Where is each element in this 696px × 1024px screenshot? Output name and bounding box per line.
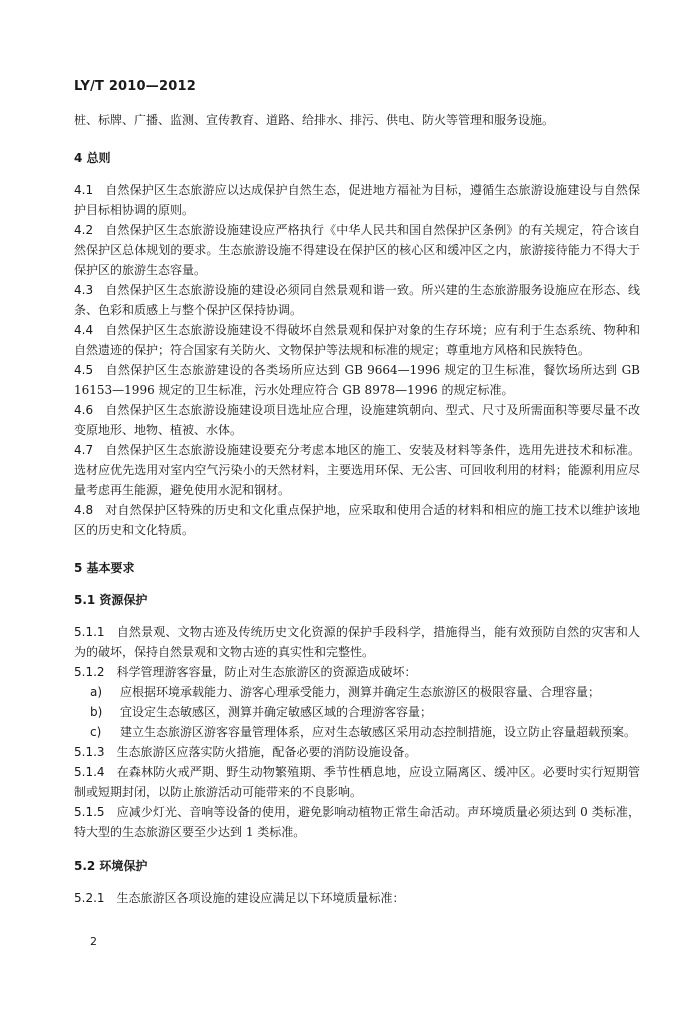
list-item-label: c) <box>90 725 102 739</box>
clause-text: 自然保护区生态旅游设施建设要充分考虑本地区的施工、安装及材料等条件，选用先进技术和标准。选材应优先选用对室内空气污染小的天然材料，主要选用环保、无公害、可回收利用的材料；能源利用应尽量考虑再生能源，避免使用水泥和钢材。 <box>74 443 640 497</box>
list-item-text: 宜设定生态敏感区，测算并确定敏感区域的合理游客容量； <box>120 705 433 719</box>
clause-4-2 <box>74 220 640 280</box>
clause-text: 生态旅游区应落实防火措施，配备必要的消防设施设备。 <box>116 745 417 759</box>
clause-4-5 <box>74 360 640 400</box>
standard-code: LY/T 2010—2012 <box>74 79 196 94</box>
document-body <box>74 110 640 908</box>
clause-4-6 <box>74 400 640 440</box>
list-item-text: 应根据环境承载能力、游客心理承受能力，测算并确定生态旅游区的极限容量、合理容量； <box>120 685 601 699</box>
clause-number: 4.2 <box>74 223 94 237</box>
list-item-c <box>74 722 640 742</box>
list-item-b <box>74 702 640 722</box>
clause-text: 自然景观、文物古迹及传统历史文化资源的保护手段科学，措施得当，能有效预防自然的灾害和人为的破坏，保持自然景观和文物古迹的真实性和完整性。 <box>74 625 640 659</box>
page-number: 2 <box>90 935 97 948</box>
clause-5-1-1 <box>74 622 640 662</box>
section-5-1-title: 5.1 资源保护 <box>74 593 148 607</box>
clause-text: 对自然保护区特殊的历史和文化重点保护地，应采取和使用合适的材料和相应的施工技术以维护该地区的历史和文化特质。 <box>74 503 640 537</box>
clause-5-1-5 <box>74 802 640 842</box>
clause-text: 自然保护区生态旅游应以达成保护自然生态，促进地方福祉为目标，遵循生态旅游设施建设与自然保护目标相协调的原则。 <box>74 183 640 217</box>
clause-4-3 <box>74 280 640 320</box>
clause-5-1-2 <box>74 662 640 682</box>
clause-number: 4.6 <box>74 403 94 417</box>
section-4-title: 4 总则 <box>74 151 111 165</box>
list-item-a <box>74 682 640 702</box>
clause-number: 4.7 <box>74 443 94 457</box>
clause-4-7 <box>74 440 640 500</box>
clause-number: 4.8 <box>74 503 94 517</box>
clause-number: 4.4 <box>74 323 94 337</box>
clause-number: 5.1.2 <box>74 665 105 679</box>
clause-number: 5.1.3 <box>74 745 105 759</box>
clause-number: 4.1 <box>74 183 94 197</box>
clause-text: 自然保护区生态旅游建设的各类场所应达到 GB 9664—1996 规定的卫生标准，餐饮场所达到 GB 16153—1996 规定的卫生标准，污水处理应符合 GB 8978—1996 的规定标准。 <box>74 363 640 397</box>
list-item-text: 建立生态旅游区游客容量管理体系，应对生态敏感区采用动态控制措施，设立防止容量超载预案。 <box>120 725 637 739</box>
intro-line: 桩、标牌、广播、监测、宣传教育、道路、给排水、排污、供电、防火等管理和服务设施。 <box>74 113 555 127</box>
clause-4-1 <box>74 180 640 220</box>
clause-number: 5.1.1 <box>74 625 105 639</box>
clause-number: 5.1.5 <box>74 805 105 819</box>
clause-text: 生态旅游区各项设施的建设应满足以下环境质量标准： <box>116 891 405 905</box>
clause-text: 科学管理游客容量，防止对生态旅游区的资源造成破坏： <box>116 665 417 679</box>
section-5-title: 5 基本要求 <box>74 561 135 575</box>
clause-5-2-1 <box>74 888 640 908</box>
clause-text: 应减少灯光、音响等设备的使用，避免影响动植物正常生命活动。声环境质量必须达到 0 类标准，特大型的生态旅游区要至少达到 1 类标准。 <box>74 805 640 839</box>
clause-number: 5.1.4 <box>74 765 105 779</box>
clause-number: 5.2.1 <box>74 891 105 905</box>
section-5-2-title: 5.2 环境保护 <box>74 859 148 873</box>
clause-text: 自然保护区生态旅游设施建设应严格执行《中华人民共和国自然保护区条例》的有关规定，符合该自然保护区总体规划的要求。生态旅游设施不得建设在保护区的核心区和缓冲区之内，旅游接待能力不得大于保护区的旅游生态容量。 <box>74 223 640 277</box>
clause-number: 4.3 <box>74 283 94 297</box>
clause-text: 自然保护区生态旅游设施建设项目选址应合理，设施建筑朝向、型式、尺寸及所需面积等要尽量不改变原地形、地物、植被、水体。 <box>74 403 640 437</box>
clause-4-8 <box>74 500 640 540</box>
clause-5-1-4 <box>74 762 640 802</box>
clause-number: 4.5 <box>74 363 94 377</box>
list-item-label: a) <box>90 685 103 699</box>
clause-5-1-3 <box>74 742 640 762</box>
clause-4-4 <box>74 320 640 360</box>
clause-text: 自然保护区生态旅游设施建设不得破坏自然景观和保护对象的生存环境；应有利于生态系统、物种和自然遗迹的保护；符合国家有关防火、文物保护等法规和标准的规定；尊重地方风格和民族特色。 <box>74 323 640 357</box>
list-item-label: b) <box>90 705 103 719</box>
clause-text: 在森林防火戒严期、野生动物繁殖期、季节性栖息地，应设立隔离区、缓冲区。必要时实行短期管制或短期封闭，以防止旅游活动可能带来的不良影响。 <box>74 765 640 799</box>
clause-text: 自然保护区生态旅游设施的建设必须同自然景观和谐一致。所兴建的生态旅游服务设施应在形态、线条、色彩和质感上与整个保护区保持协调。 <box>74 283 640 317</box>
